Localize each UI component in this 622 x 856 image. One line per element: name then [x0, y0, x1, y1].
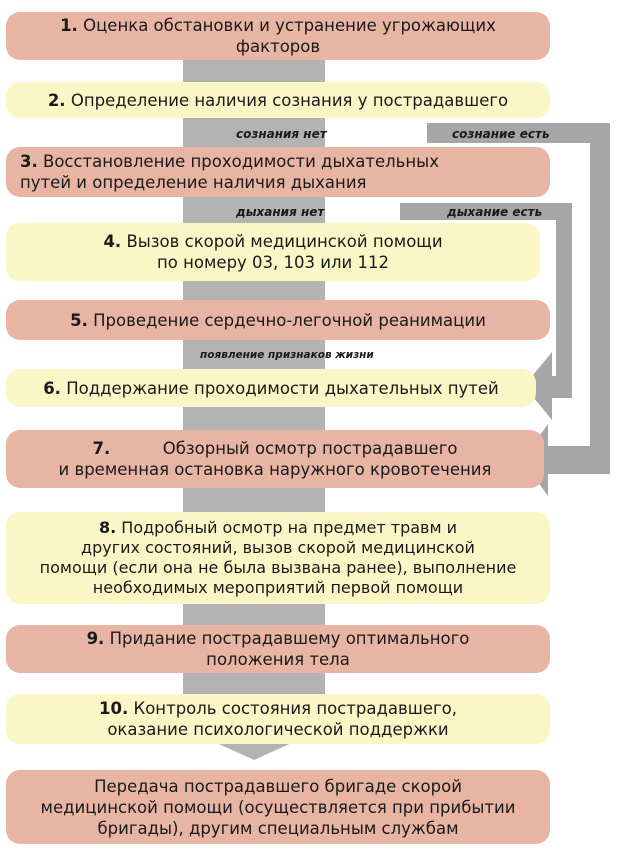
step-10-box — [6, 694, 550, 744]
step-1-line-2: факторов — [235, 37, 321, 56]
final-step-line-3: бригады), другим специальным службам — [97, 818, 459, 838]
step-3-box — [6, 147, 550, 197]
step-3-line-2: путей и определение наличия дыхания — [20, 173, 367, 192]
step-4-number: 4. — [103, 232, 122, 251]
step-9-box — [6, 625, 550, 673]
step-5-line-1: Проведение сердечно-легочной реанимации — [93, 310, 486, 330]
step-8-line-3: помощи (если она не была вызвана ранее), выполнение — [39, 558, 517, 577]
label-no-consciousness: сознания нет — [236, 127, 327, 141]
step-10-line-1: Контроль состояния пострадавшего, — [133, 699, 457, 718]
step-2-number: 2. — [47, 90, 66, 110]
final-step-line-2: медицинской помощи (осуществляется при прибытии — [40, 797, 516, 817]
step-4-line-2: по номеру 03, 103 или 112 — [156, 253, 390, 272]
step-7-number: 7. — [92, 439, 111, 458]
step-7-line-2: и временная остановка наружного кровотечения — [58, 460, 492, 479]
step-8-line-2: других состояний, вызов скорой медицинской — [81, 538, 475, 557]
step-6-number: 6. — [43, 378, 61, 398]
step-10-number: 10. — [99, 699, 129, 718]
step-7-line-1: Обзорный осмотр пострадавшего — [162, 439, 458, 458]
final-step-box — [6, 770, 550, 844]
step-6-line-1: Поддержание проходимости дыхательных путей — [66, 378, 499, 398]
step-9-line-1: Придание пострадавшему оптимального — [109, 629, 470, 648]
step-1-number: 1. — [60, 16, 78, 35]
step-8-number: 8. — [98, 518, 117, 537]
step-3-line-1: Восстановление проходимости дыхательных — [43, 152, 439, 171]
step-2-box — [6, 82, 550, 118]
step-6-box — [6, 369, 536, 407]
step-3-number: 3. — [20, 152, 38, 171]
step-9-number: 9. — [86, 629, 105, 648]
label-signs-of-life: появление признаков жизни — [200, 349, 374, 361]
label-breathing-present: дыхание есть — [447, 205, 543, 219]
step-4-line-1: Вызов скорой медицинской помощи — [126, 232, 443, 251]
step-8-line-1: Подробный осмотр на предмет травм и — [121, 518, 458, 537]
step-7-box — [6, 430, 544, 488]
final-step-line-1: Передача пострадавшего бригаде скорой — [94, 776, 462, 796]
step-10-line-2: оказание психологической поддержки — [107, 720, 449, 739]
step-1-line-1: Оценка обстановки и устранение угрожающих — [83, 16, 496, 35]
label-no-breathing: дыхания нет — [236, 205, 325, 219]
step-4-box — [6, 223, 540, 281]
step-8-line-4: необходимых мероприятий первой помощи — [92, 578, 464, 597]
step-8-box — [6, 512, 550, 604]
step-9-line-2: положения тела — [206, 650, 350, 669]
step-1-box — [6, 12, 550, 60]
step-5-box — [6, 300, 550, 340]
label-consciousness-present: сознание есть — [452, 127, 550, 141]
step-5-number: 5. — [70, 310, 88, 330]
step-2-line-1: Определение наличия сознания у пострадавшего — [70, 90, 509, 110]
